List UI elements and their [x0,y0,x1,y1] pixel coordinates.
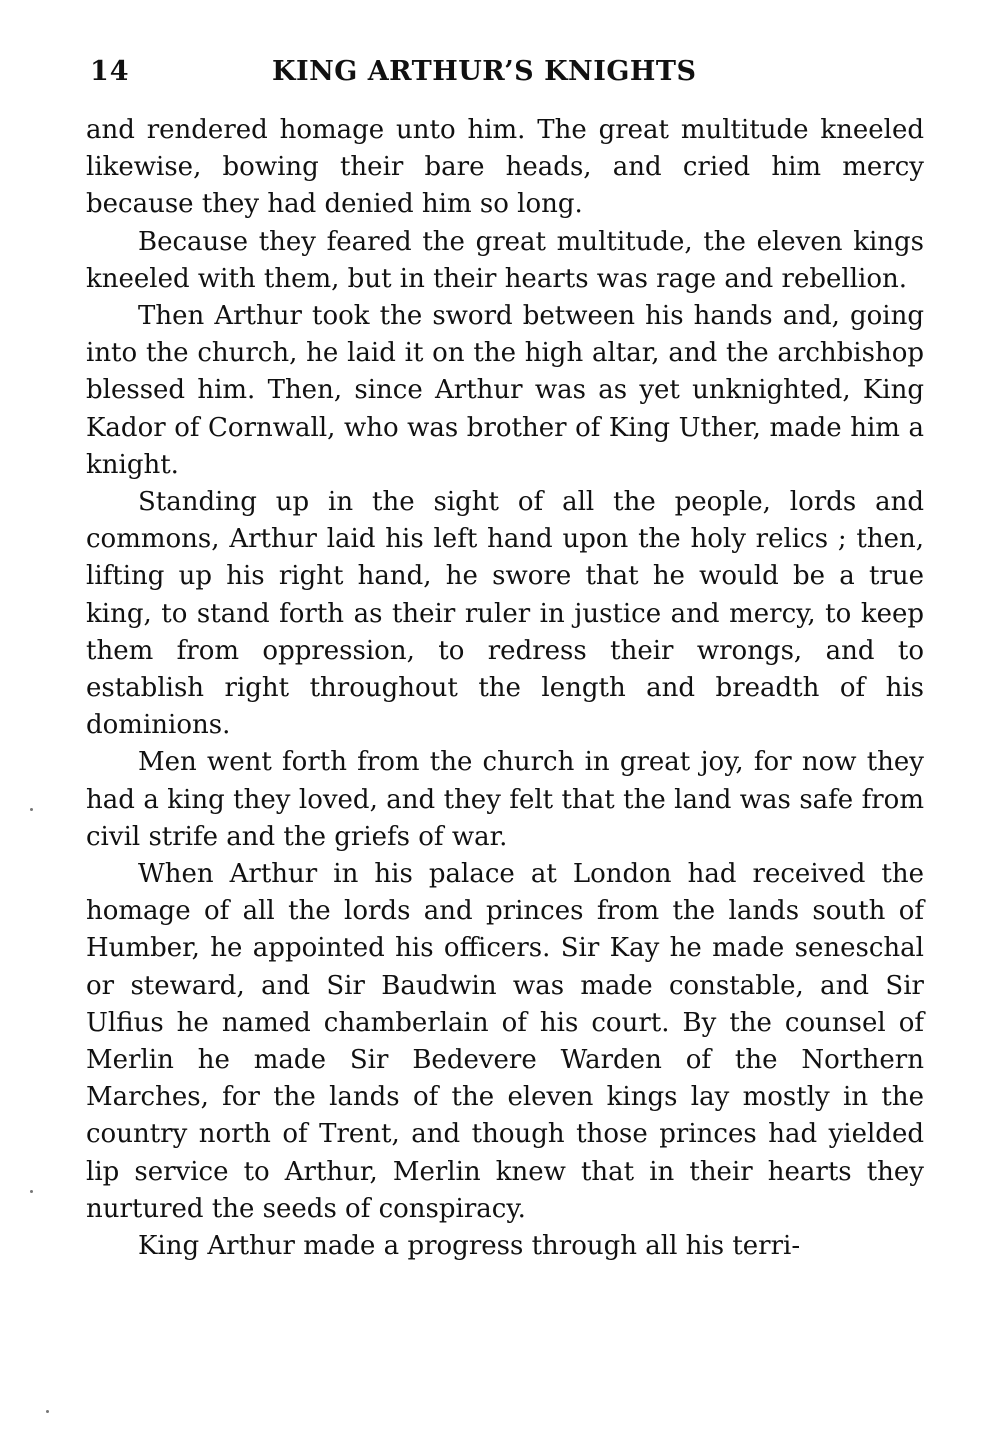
paragraph: Because they feared the great multitude, the eleven kings kneeled with them, but in their hearts was rage and rebellion. [86,226,924,294]
running-head [86,56,924,96]
paragraph: When Arthur in his palace at London had received the homage of all the lords and princes from the lands south of Humber, he appointed his officers. Sir Kay he made seneschal or steward, and Sir Baudwin was made constable, and Sir Ulfius he named chamberlain of his court. By the counsel of Merlin he made Sir Bedevere Warden of the Northern Marches, for the lands of the eleven kings lay mostly in the country north of Trent, and though those princes had yielded lip service to Arthur, Merlin knew that in their hearts they nurtured the seeds of conspiracy. [86,859,924,1224]
paragraph: Men went forth from the church in great joy, for now they had a king they loved, and they felt that the land was safe from civil strife and the griefs of war. [86,747,924,852]
paragraph: Then Arthur took the sword between his hands and, going into the church, he laid it on the high altar, and the archbishop blessed him. Then, since Arthur was as yet unknighted, King Kador of Cornwall, who was brother of King Uther, made him a knight. [86,301,924,480]
page-number: 14 [90,56,130,87]
scan-speck [46,1410,49,1413]
scan-speck [30,808,33,811]
body-text [86,112,924,1265]
paragraph: Standing up in the sight of all the people, lords and commons, Arthur laid his left hand upon the holy relics ; then, lifting up his right hand, he swore that he would be a true king, to stand forth as their ruler in justice and mercy, to keep them from oppression, to redress their wrongs, and to establish right throughout the length and breadth of his dominions. [86,487,924,741]
paragraph-continuation: and rendered homage unto him. The great multitude kneeled likewise, bowing their bare heads, and cried him mercy because they had denied him so long. [86,115,924,220]
paragraph-continued-next-page: King Arthur made a progress through all his terri- [138,1231,801,1262]
running-title: KING ARTHUR’S KNIGHTS [272,56,697,87]
scan-speck [30,1190,33,1193]
